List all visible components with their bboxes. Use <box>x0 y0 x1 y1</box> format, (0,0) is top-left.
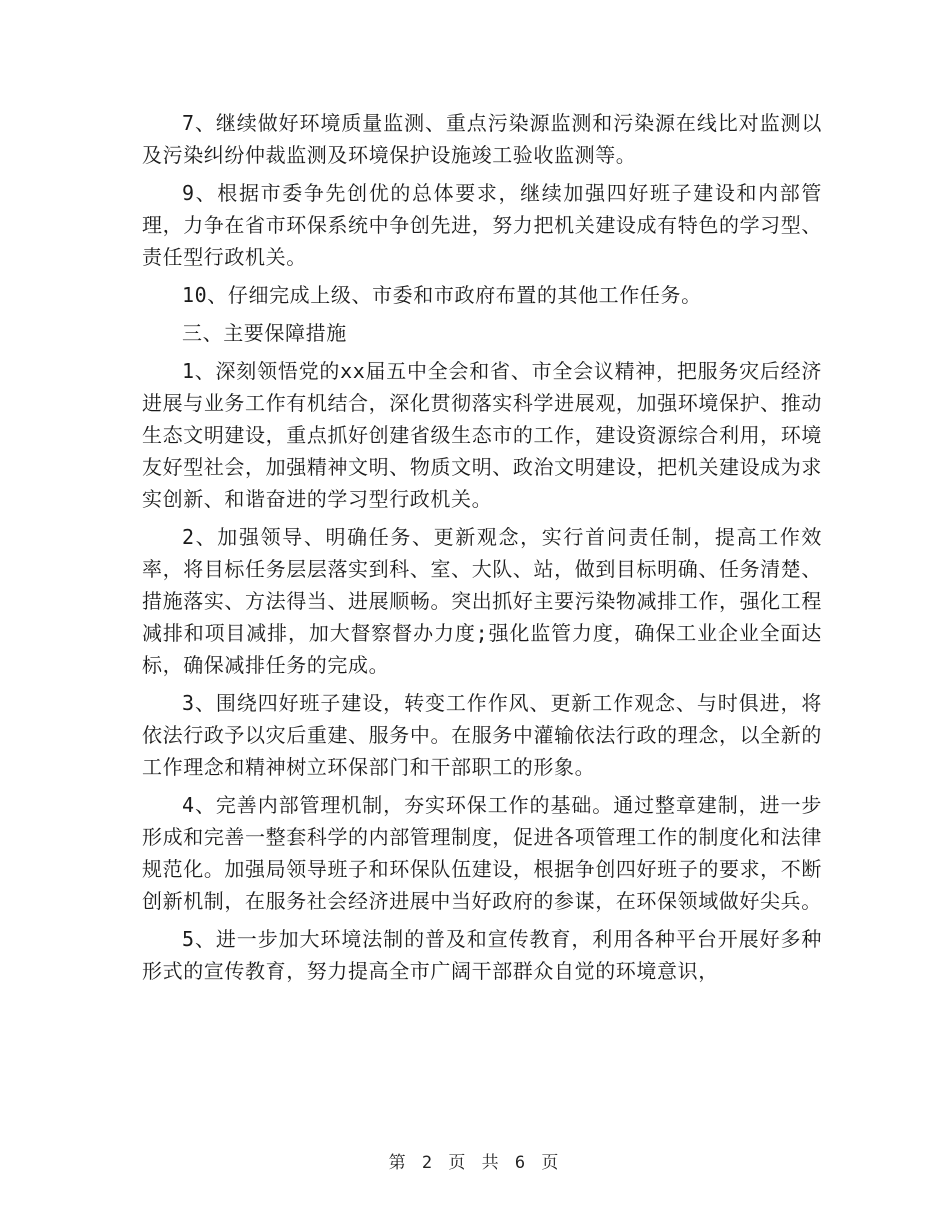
paragraph-item-7: 7、继续做好环境质量监测、重点污染源监测和污染源在线比对监测以及污染纠纷仲裁监测及环境保护设施竣工验收监测等。 <box>142 111 822 167</box>
paragraph-item-9: 9、根据市委争先创优的总体要求，继续加强四好班子建设和内部管理，力争在省市环保系统中争创先进，努力把机关建设成有特色的学习型、责任型行政机关。 <box>142 181 822 269</box>
measure-item-5: 5、进一步加大环境法制的普及和宣传教育，利用各种平台开展好多种形式的宣传教育，努力提高全市广阔干部群众自觉的环境意识， <box>142 927 822 983</box>
measure-item-3: 3、围绕四好班子建设，转变工作作风、更新工作观念、与时俱进，将依法行政予以灾后重建、服务中。在服务中灌输依法行政的理念，以全新的工作理念和精神树立环保部门和干部职工的形象。 <box>142 691 822 779</box>
document-body <box>142 107 822 993</box>
measure-item-4: 4、完善内部管理机制，夯实环保工作的基础。通过整章建制，进一步形成和完善一整套科学的内部管理制度，促进各项管理工作的制度化和法律规范化。加强局领导班子和环保队伍建设，根据争创四好班子的要求，不断创新机制，在服务社会经济进展中当好政府的参谋，在环保领域做好尖兵。 <box>142 793 822 913</box>
section-heading: 三、主要保障措施 <box>182 321 347 345</box>
paragraph-item-10: 10、仔细完成上级、市委和市政府布置的其他工作任务。 <box>182 283 702 307</box>
page-number-footer: 第 2 页 共 6 页 <box>388 1153 562 1173</box>
measure-item-2: 2、加强领导、明确任务、更新观念，实行首问责任制，提高工作效率，将目标任务层层落实到科、室、大队、站，做到目标明确、任务清楚、措施落实、方法得当、进展顺畅。突出抓好主要污染物减排工作，强化工程减排和项目减排，加大督察督办力度;强化监管力度，确保工业企业全面达标，确保减排任务的完成。 <box>142 525 822 677</box>
measure-item-1: 1、深刻领悟党的xx届五中全会和省、市全会议精神，把服务灾后经济进展与业务工作有机结合，深化贯彻落实科学进展观，加强环境保护、推动生态文明建设，重点抓好创建省级生态市的工作，建设资源综合利用，环境友好型社会，加强精神文明、物质文明、政治文明建设，把机关建设成为求实创新、和谐奋进的学习型行政机关。 <box>142 359 822 511</box>
